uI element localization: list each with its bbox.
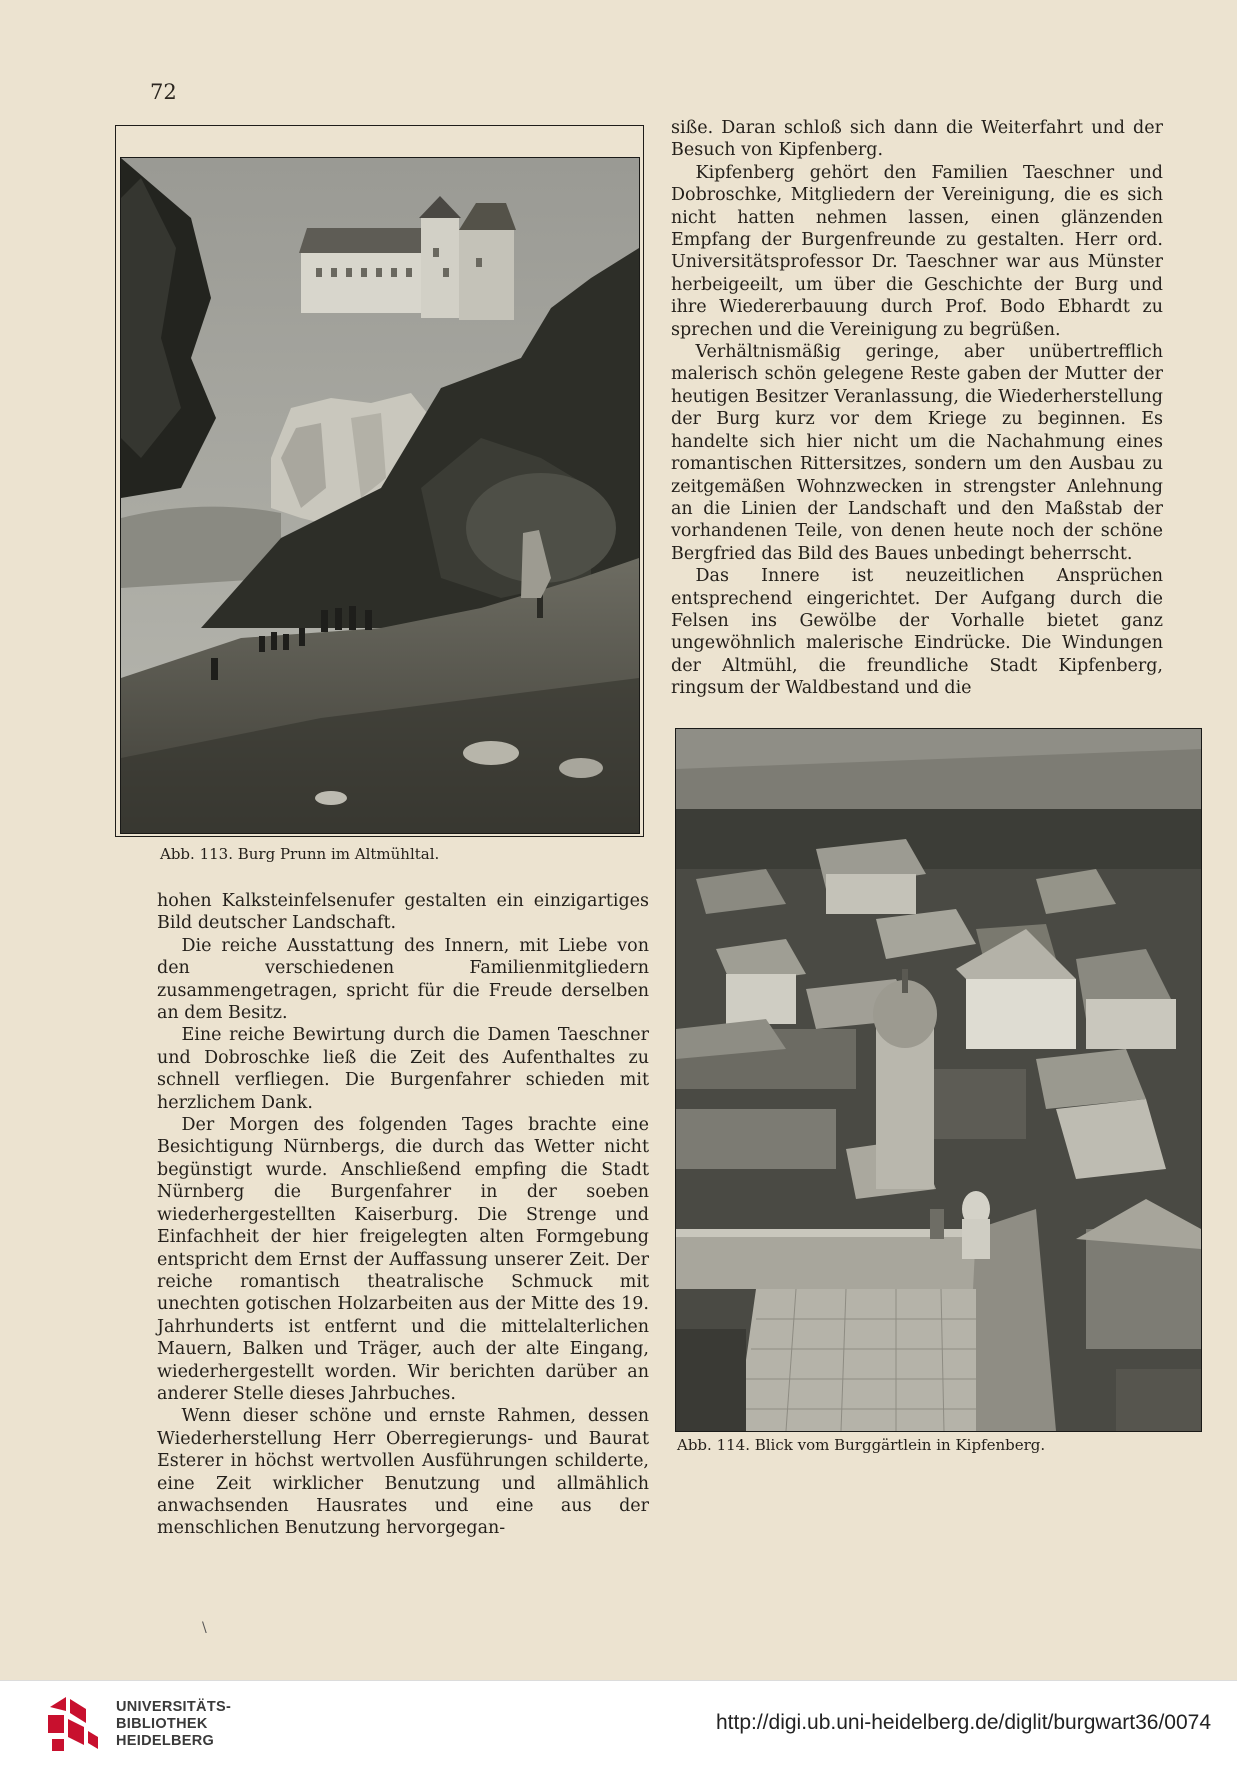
library-name-line: HEIDELBERG (116, 1733, 215, 1749)
paragraph: Der Morgen des folgenden Tages brachte eine Besichtigung Nürnbergs, die durch das Wetter nicht begünstigt wurde. Anschließend empfing die Stadt Nürnberg die Burgenfahrer in der soeben wiederhergestellten Kaiserburg. Die Strenge und Einfachheit der hier freigelegten alten Formgebung entspricht dem Ernst der Auffassung unserer Zeit. Der reiche romantisch theatralische Schmuck mit unechten gotischen Holzarbeiten aus der Mitte des 19. Jahrhunderts ist entfernt und die mittelalterlichen Mauern, Balken und Träger, auch der alte Eingang, wiederhergestellt worden. Wir berichten darüber an anderer Stelle dieses Jahrbuches. (157, 1115, 649, 1404)
figure-113-photo (120, 157, 640, 834)
paragraph: siße. Daran schloß sich dann die Weiterfahrt und der Besuch von Kipfenberg. (671, 118, 1163, 161)
figure-114-photo (675, 728, 1202, 1432)
paragraph: Das Innere ist neuzeitlichen Ansprüchen entsprechend eingerichtet. Der Aufgang durch die Felsen ins Gewölbe der Vorhalle bietet ganz ungewöhnlich malerische Eindrücke. Die Windungen der Altmühl, die freundliche Stadt Kipfenberg, ringsum der Waldbestand und die (671, 566, 1163, 699)
library-name-line: BIBLIOTHEK (116, 1716, 208, 1732)
left-column-text (157, 890, 649, 1540)
paragraph: Verhältnismäßig geringe, aber unübertrefflich malerisch schön gelegene Reste gaben der Mutter der heutigen Besitzer Veranlassung, die Wiederherstellung der Burg kurz vor dem Kriege zu beginnen. Es handelte sich hier nicht um die Nachahmung eines romantischen Rittersitzes, sondern um den Ausbau zu zeitgemäßen Wohnzwecken in strengster Anlehnung an die Linien der Landschaft und den Maßstab der vorhandenen Teile, von denen heute noch der schöne Bergfried das Bild des Baues unbedingt beherrscht. (671, 342, 1163, 564)
paragraph: Kipfenberg gehört den Familien Taeschner und Dobroschke, Mitgliedern der Vereinigung, die es sich nicht hatten nehmen lassen, einen glänzenden Empfang der Burgenfreunde zu gestalten. Herr ord. Universitätsprofessor Dr. Taeschner war aus Münster herbeigeeilt, um über die Geschichte der Burg und ihre Wiedererbauung durch Prof. Bodo Ebhardt zu sprechen und die Vereinigung zu begrüßen. (671, 162, 1163, 340)
library-name (116, 1699, 231, 1750)
viewer-footer (0, 1680, 1237, 1772)
paragraph: Die reiche Ausstattung des Innern, mit Liebe von den verschiedenen Familienmitgliedern zusammengetragen, spricht für die Freude derselben an dem Besitz. (157, 935, 649, 1024)
town-view-photo-illustration (676, 729, 1201, 1431)
castle-photo-illustration (121, 158, 639, 833)
right-column-text (671, 117, 1163, 700)
figure-114-caption: Abb. 114. Blick vom Burggärtlein in Kipfenberg. (677, 1436, 1046, 1454)
library-name-line: UNIVERSITÄTS- (116, 1699, 232, 1715)
figure-113-caption: Abb. 113. Burg Prunn im Altmühltal. (160, 845, 440, 863)
permalink-url[interactable]: http://digi.ub.uni-heidelberg.de/diglit/burgwart36/0074 (715, 1711, 1211, 1734)
university-library-logo-icon (42, 1693, 104, 1755)
page-number: 72 (150, 80, 177, 104)
stray-mark: \ (202, 1620, 207, 1636)
paragraph: Wenn dieser schöne und ernste Rahmen, dessen Wiederherstellung Herr Oberregierungs- und Baurat Esterer in höchst wertvollen Ausführungen schilderte, eine Zeit wirklicher Benutzung und allmählich anwachsenden Hausrates und eine aus der menschlichen Benutzung hervorgegan- (157, 1406, 649, 1539)
paragraph: hohen Kalksteinfelsenufer gestalten ein einzigartiges Bild deutscher Landschaft. (157, 891, 649, 934)
paragraph: Eine reiche Bewirtung durch die Damen Taeschner und Dobroschke ließ die Zeit des Aufenthaltes zu schnell verfliegen. Die Burgenfahrer schieden mit herzlichem Dank. (157, 1025, 649, 1113)
